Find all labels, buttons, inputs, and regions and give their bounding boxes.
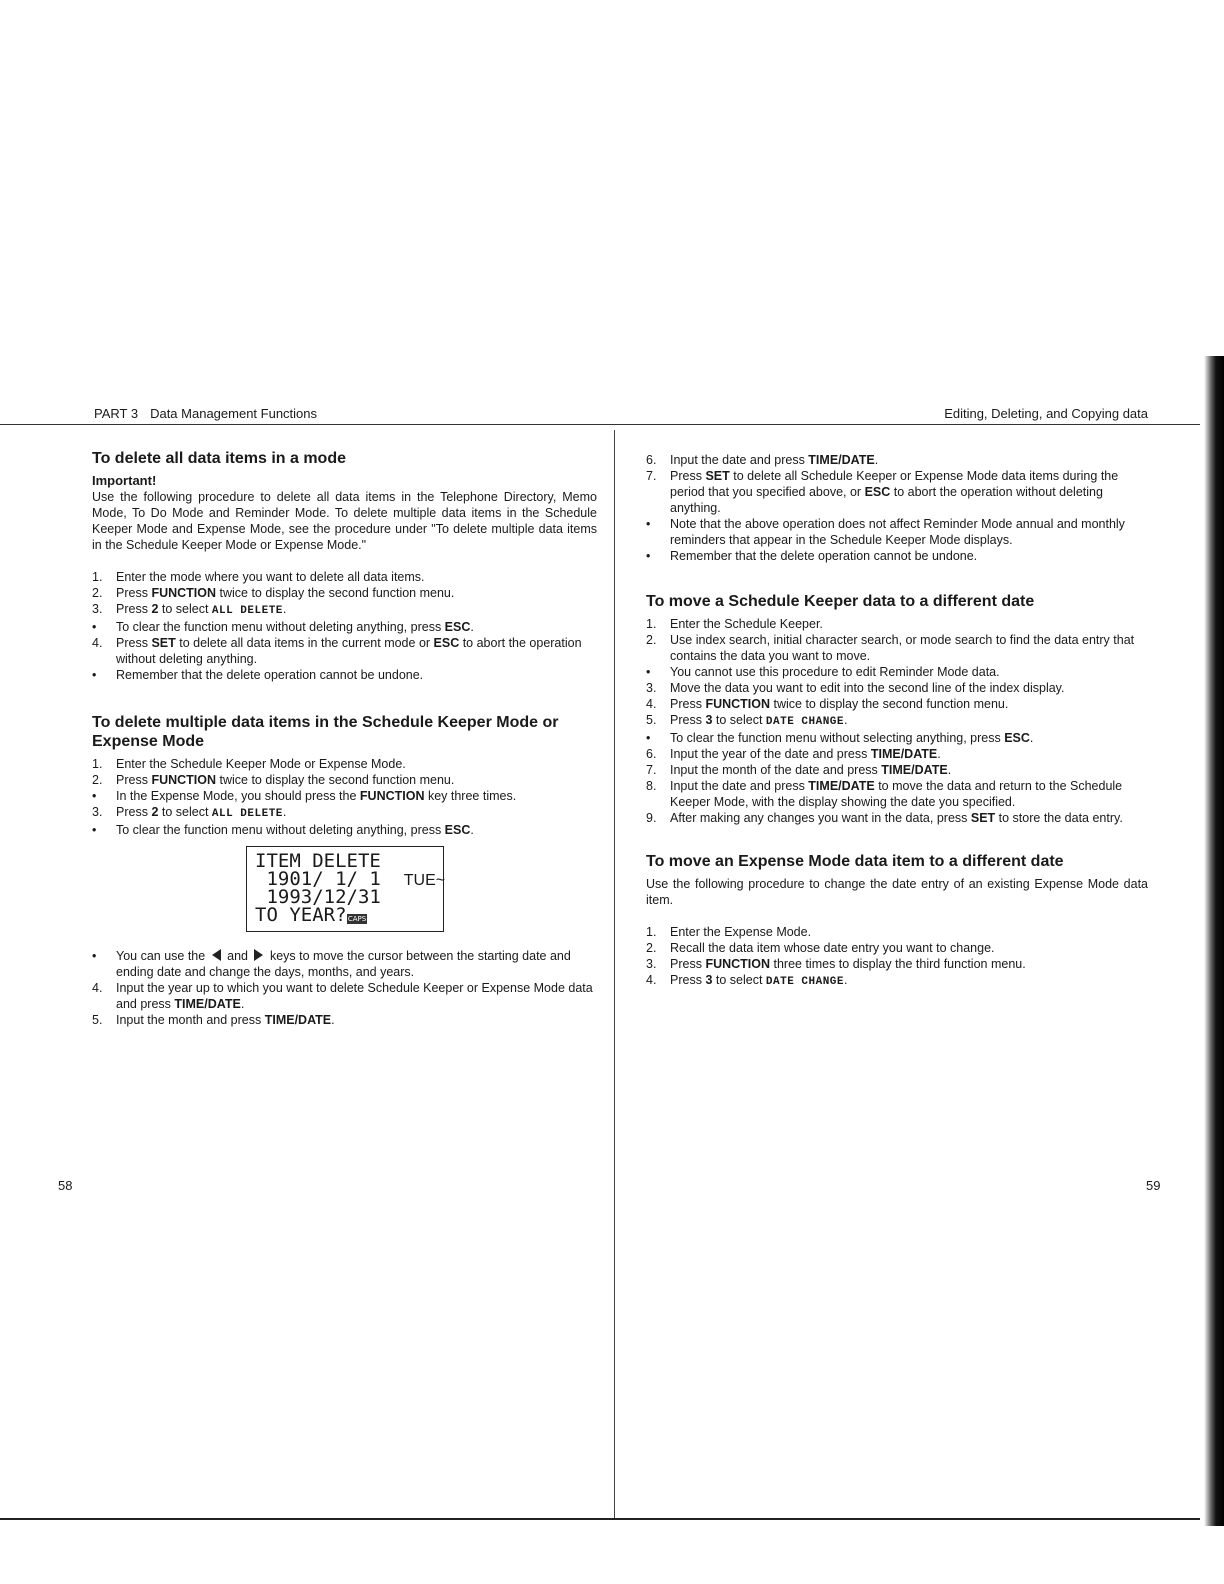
intro-paragraph: Use the following procedure to delete all data items in the Telephone Directory, Memo Mode, To Do Mode and Reminder Mode. To delete multiple data items in the Schedule Keeper Mode and Expense Mode, see the procedure under "To delete multiple data items in the Schedule Keeper Mode or Expense Mode."	[92, 490, 597, 552]
step: 7. Input the month of the date and press TIME/DATE.	[646, 763, 952, 777]
step: 3. Press FUNCTION three times to display the third function menu.	[646, 957, 1026, 971]
lcd-line-1: ITEM DELETE	[255, 850, 381, 872]
lcd-day: TUE~	[403, 872, 446, 889]
gutter-divider	[614, 430, 615, 1520]
step: 2. Use index search, initial character search, or mode search to find the data entry that contains the data you want to move.	[646, 633, 1135, 663]
left-page	[92, 449, 597, 1028]
section-title-delete-multiple: To delete multiple data items in the Schedule Keeper Mode or Expense Mode	[92, 714, 559, 750]
step: 3. Press 2 to select ALL DELETE.	[92, 602, 287, 617]
scan-edge-shadow	[1204, 356, 1224, 1526]
page-number-right: 59	[1146, 1178, 1161, 1193]
bullet-item: • Remember that the delete operation cannot be undone.	[92, 668, 424, 682]
step: 5. Press 3 to select DATE CHANGE.	[646, 713, 848, 728]
bullet-item: • To clear the function menu without deleting anything, press ESC.	[92, 620, 474, 634]
left-arrow-key-icon	[212, 949, 221, 961]
part-number: PART 3	[94, 406, 139, 421]
running-head-left	[94, 406, 317, 421]
important-label: Important!	[92, 473, 157, 488]
bullet-item: • Remember that the delete operation cannot be undone.	[646, 549, 978, 563]
page-number-left: 58	[58, 1178, 73, 1193]
lcd-display	[246, 846, 444, 932]
step: 5. Input the month and press TIME/DATE.	[92, 1013, 335, 1027]
right-page	[646, 452, 1148, 990]
step: 6. Input the date and press TIME/DATE.	[646, 453, 879, 467]
step: 3. Press 2 to select ALL DELETE.	[92, 805, 287, 820]
bottom-rule	[0, 1518, 1200, 1520]
bullet-item: • In the Expense Mode, you should press the FUNCTION key three times.	[92, 789, 517, 803]
step: 4. Input the year up to which you want to delete Schedule Keeper or Expense Mode data and press TIME/DATE.	[92, 981, 593, 1011]
right-arrow-key-icon	[254, 949, 263, 961]
step: 2. Recall the data item whose date entry you want to change.	[646, 941, 995, 955]
part-title: Data Management Functions	[150, 406, 318, 421]
bullet-item: • Note that the above operation does not affect Reminder Mode annual and monthly reminders that appear in the Schedule Keeper Mode displays.	[646, 517, 1125, 547]
step: 7. Press SET to delete all Schedule Keeper or Expense Mode data items during the period that you specified above, or ESC to abort the operation without deleting anything.	[646, 469, 1119, 515]
step: 4. Press 3 to select DATE CHANGE.	[646, 973, 848, 988]
lcd-line-3: 1993/12/31	[255, 886, 381, 908]
intro-paragraph: Use the following procedure to change the date entry of an existing Expense Mode data item.	[646, 877, 1148, 907]
lcd-line-2: 1901/ 1/ 1 TUE~	[255, 868, 446, 890]
bullet-item: • To clear the function menu without selecting anything, press ESC.	[646, 731, 1034, 745]
step: 3. Move the data you want to edit into the second line of the index display.	[646, 681, 1065, 695]
step: 2. Press FUNCTION twice to display the second function menu.	[92, 773, 455, 787]
step: 1. Enter the Schedule Keeper.	[646, 617, 823, 631]
bullet-item: • You can use the and keys to move the cursor between the starting date and ending date and change the days, months, and years.	[92, 949, 571, 979]
step: 4. Press SET to delete all data items in the current mode or ESC to abort the operation without deleting anything.	[92, 636, 582, 666]
lcd-caps-indicator: CAPS	[347, 915, 367, 923]
section-title-move-schedule: To move a Schedule Keeper data to a different date	[646, 593, 1035, 610]
step: 2. Press FUNCTION twice to display the second function menu.	[92, 586, 455, 600]
step: 4. Press FUNCTION twice to display the second function menu.	[646, 697, 1009, 711]
step: 8. Input the date and press TIME/DATE to move the data and return to the Schedule Keeper Mode, with the display showing the date you specified.	[646, 779, 1123, 809]
section-title-delete-all: To delete all data items in a mode	[92, 450, 346, 467]
bullet-item: • To clear the function menu without deleting anything, press ESC.	[92, 823, 474, 837]
step: 9. After making any changes you want in the data, press SET to store the data entry.	[646, 811, 1123, 825]
step: 1. Enter the mode where you want to delete all data items.	[92, 570, 425, 584]
frame-top	[0, 352, 1224, 353]
section-title-move-expense: To move an Expense Mode data item to a different date	[646, 853, 1064, 870]
header-rule	[0, 424, 1200, 425]
lcd-line-4: TO YEAR?	[255, 904, 347, 926]
step: 1. Enter the Expense Mode.	[646, 925, 812, 939]
bullet-item: • You cannot use this procedure to edit Reminder Mode data.	[646, 665, 1000, 679]
step: 6. Input the year of the date and press TIME/DATE.	[646, 747, 941, 761]
step: 1. Enter the Schedule Keeper Mode or Expense Mode.	[92, 757, 406, 771]
running-head-right: Editing, Deleting, and Copying data	[944, 406, 1148, 421]
